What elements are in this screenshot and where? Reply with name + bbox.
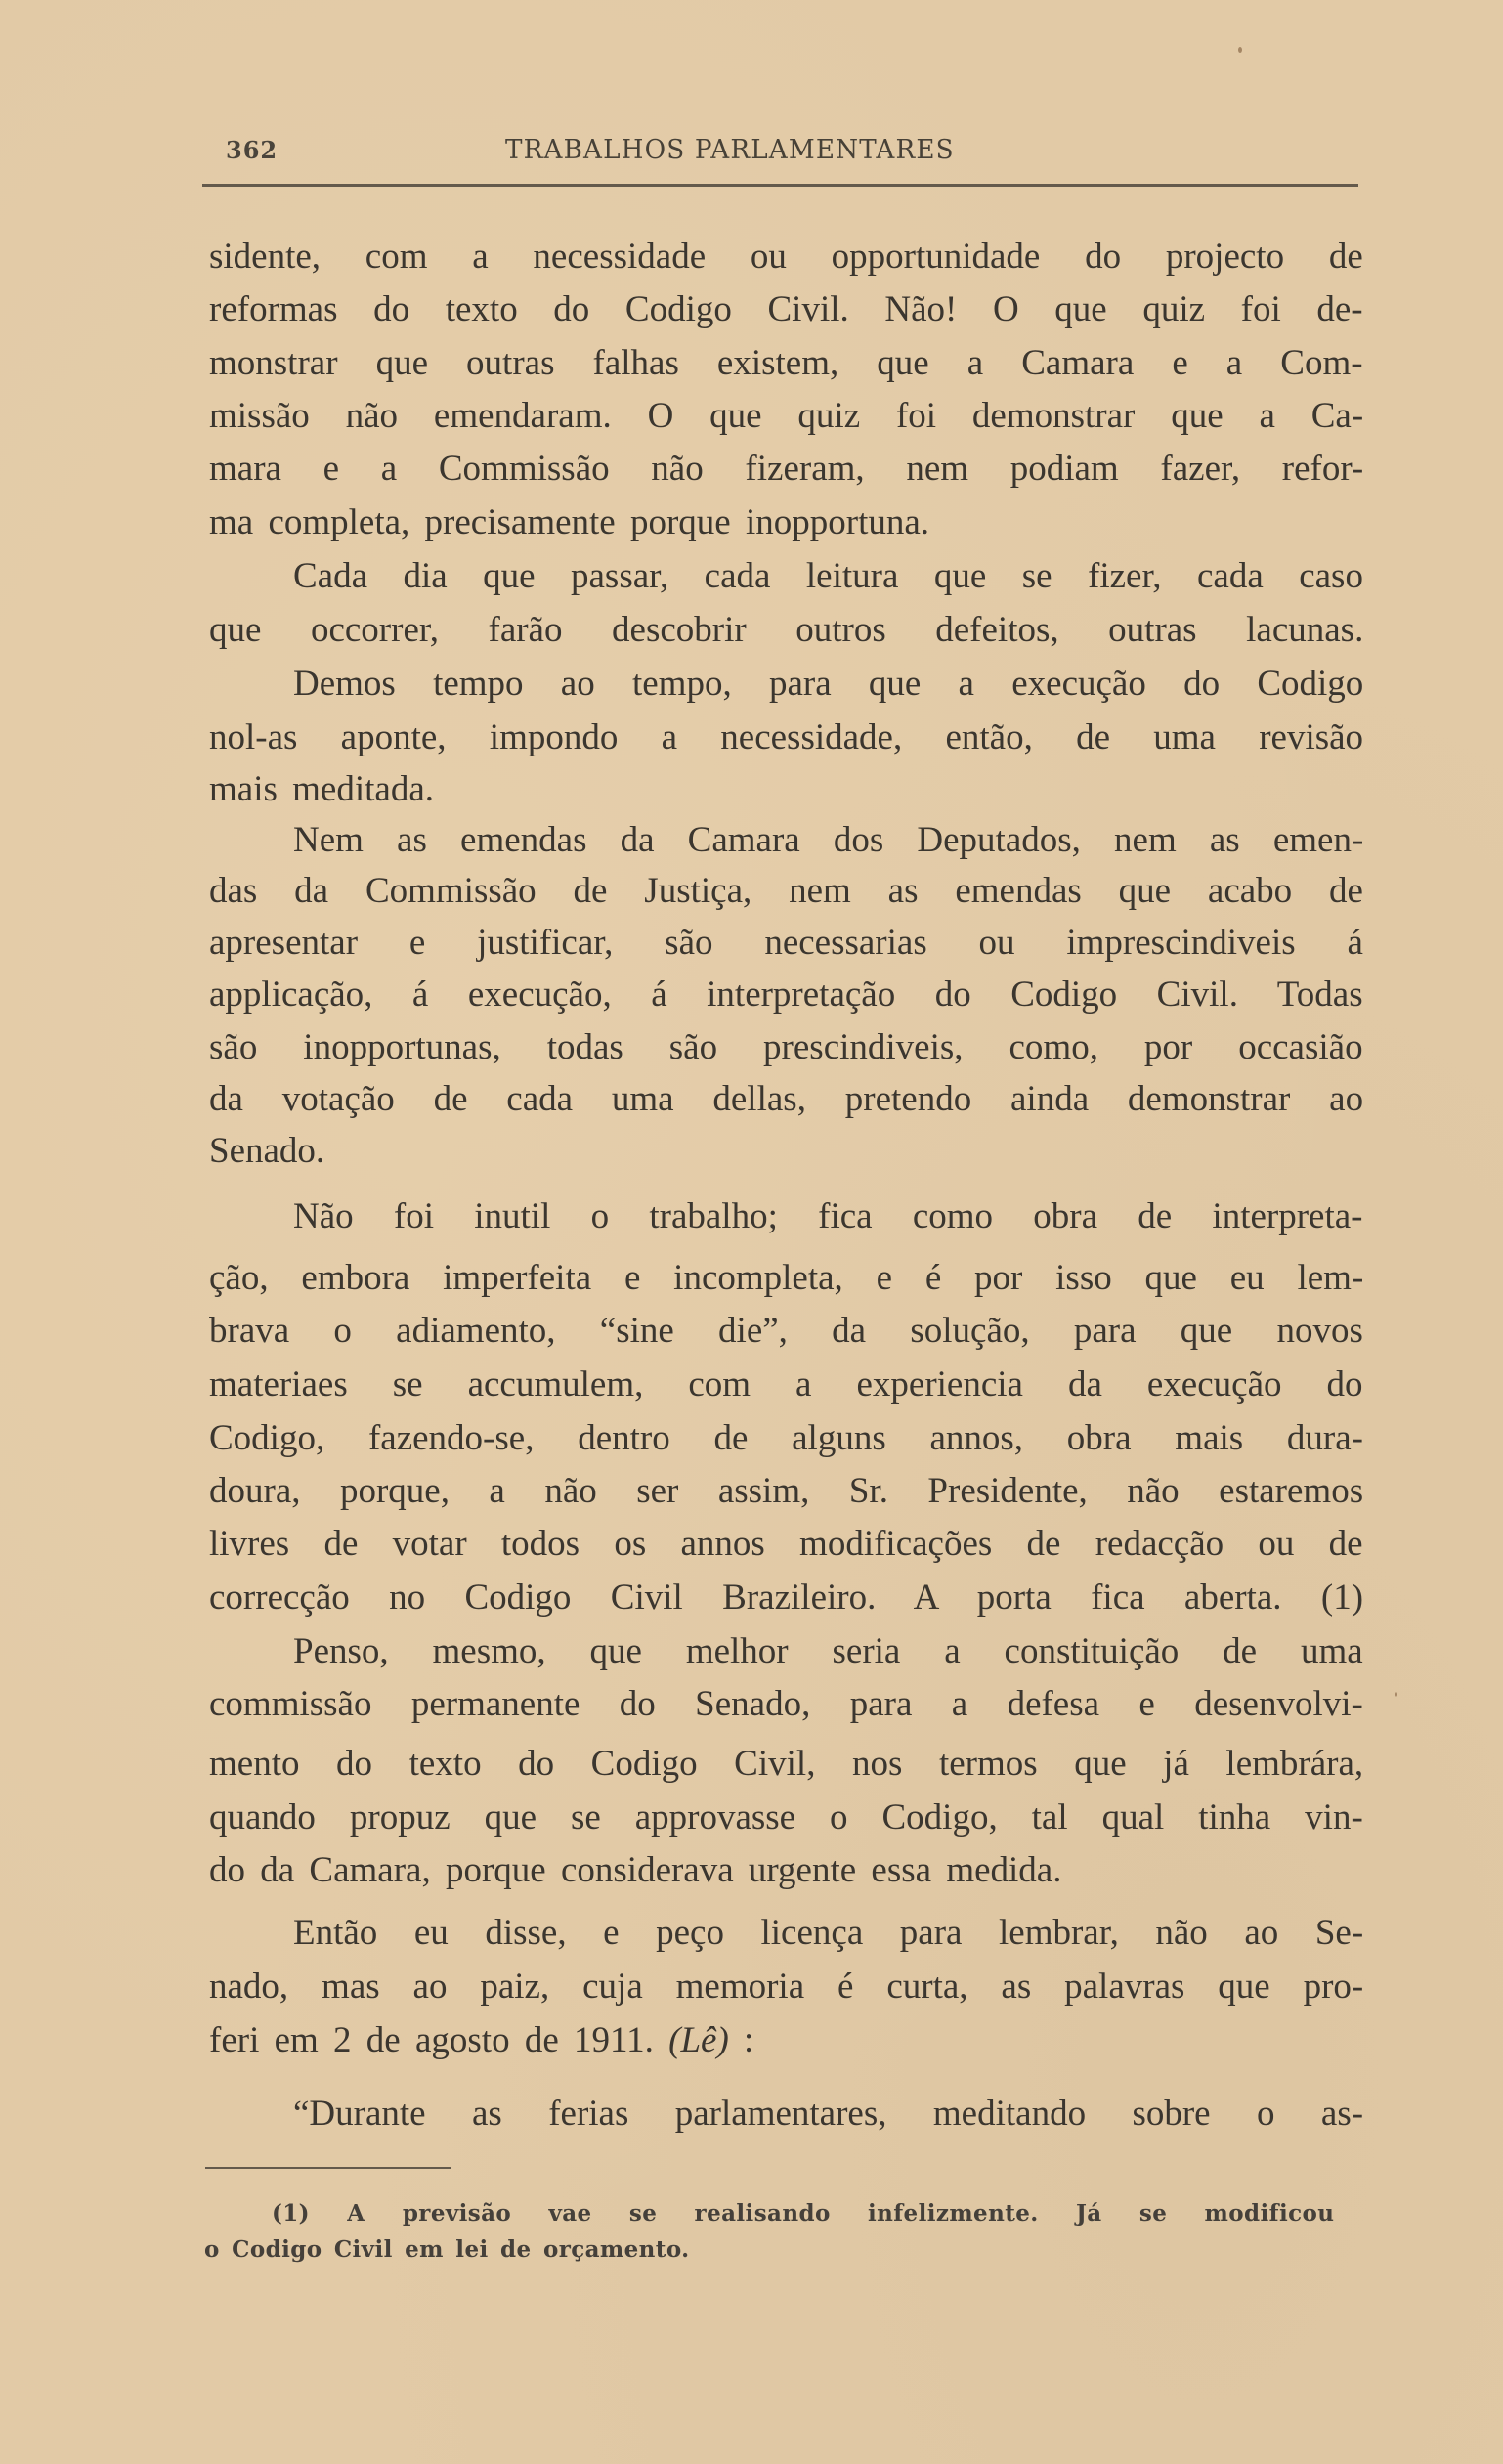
quotation-line: “Durante as ferias parlamentares, meditando sobre o as- [293,2094,1364,2134]
text-line: livres de votar todos os annos modificações de redacção ou de [209,1524,1363,1564]
text-line: nol-as aponte, impondo a necessidade, então, de uma revisão [209,717,1364,757]
text-line: Não foi inutil o trabalho; fica como obra de interpreta- [293,1196,1363,1236]
text-line: missão não emendaram. O que quiz foi demonstrar que a Ca- [209,396,1364,436]
text-line: apresentar e justificar, são necessarias ou imprescindiveis á [209,923,1363,963]
running-title: TRABALHOS PARLAMENTARES [505,135,955,165]
text-line: das da Commissão de Justiça, nem as emendas que acabo de [209,871,1363,911]
text-line: Então eu disse, e peço licença para lembrar, não ao Se- [293,1913,1364,1953]
text-line: mara e a Commissão não fizeram, nem podiam fazer, refor- [209,449,1364,489]
text-line: mais meditada. [209,769,434,809]
footnote-line: o Codigo Civil em lei de orçamento. [204,2236,690,2263]
text-line: Penso, mesmo, que melhor seria a constituição de uma [293,1631,1363,1671]
line-suffix: : [728,2020,754,2060]
text-line: nado, mas ao paiz, cuja memoria é curta, as palavras que pro- [209,1967,1364,2007]
text-line: quando propuz que se approvasse o Codigo, tal qual tinha vin- [209,1797,1363,1837]
text-line: commissão permanente do Senado, para a defesa e desenvolvi- [209,1684,1363,1724]
text-line-with-italic [209,2014,1363,2067]
text-line: brava o adiamento, “sine die”, da solução, para que novos [209,1311,1363,1351]
text-line: applicação, á execução, á interpretação do Codigo Civil. Todas [209,974,1363,1015]
footnote-line: (1) A previsão vae se realisando infelizmente. Já se modificou [272,2200,1335,2226]
text-line: Senado. [209,1131,325,1171]
text-line: Nem as emendas da Camara dos Deputados, nem as emen- [293,820,1364,860]
text-line: são inopportunas, todas são prescindiveis, como, por occasião [209,1027,1363,1067]
text-line: doura, porque, a não ser assim, Sr. Presidente, não estaremos [209,1471,1364,1511]
text-line: materiaes se accumulem, com a experiencia da execução do [209,1364,1363,1405]
text-line: Demos tempo ao tempo, para que a execução do Codigo [293,664,1364,704]
text-line: reformas do texto do Codigo Civil. Não! O que quiz foi de- [209,289,1363,329]
text-line: do da Camara, porque considerava urgente essa medida. [209,1850,1062,1890]
text-line: mento do texto do Codigo Civil, nos termos que já lembrára, [209,1744,1364,1784]
footnote-separator [205,2167,451,2169]
line-text: feri em 2 de agosto de 1911. [209,2020,669,2060]
text-line: ção, embora imperfeita e incompleta, e é por isso que eu lem- [209,1258,1364,1298]
paper-speck [1238,47,1242,53]
text-line: ma completa, precisamente porque inopportuna. [209,502,930,542]
text-line: Codigo, fazendo-se, dentro de alguns annos, obra mais dura- [209,1418,1363,1458]
page-number: 362 [226,136,279,164]
text-line: Cada dia que passar, cada leitura que se fizer, cada caso [293,556,1363,596]
text-line: correcção no Codigo Civil Brazileiro. A porta fica aberta. (1) [209,1578,1364,1618]
italic-stage-direction: (Lê) [668,2020,729,2060]
text-line: monstrar que outras falhas existem, que a Camara e a Com- [209,343,1363,383]
paper-speck [1395,1692,1397,1697]
text-line: sidente, com a necessidade ou opportunidade do projecto de [209,237,1363,277]
text-line: da votação de cada uma dellas, pretendo ainda demonstrar ao [209,1079,1364,1119]
text-line: que occorrer, farão descobrir outros defeitos, outras lacunas. [209,610,1364,650]
